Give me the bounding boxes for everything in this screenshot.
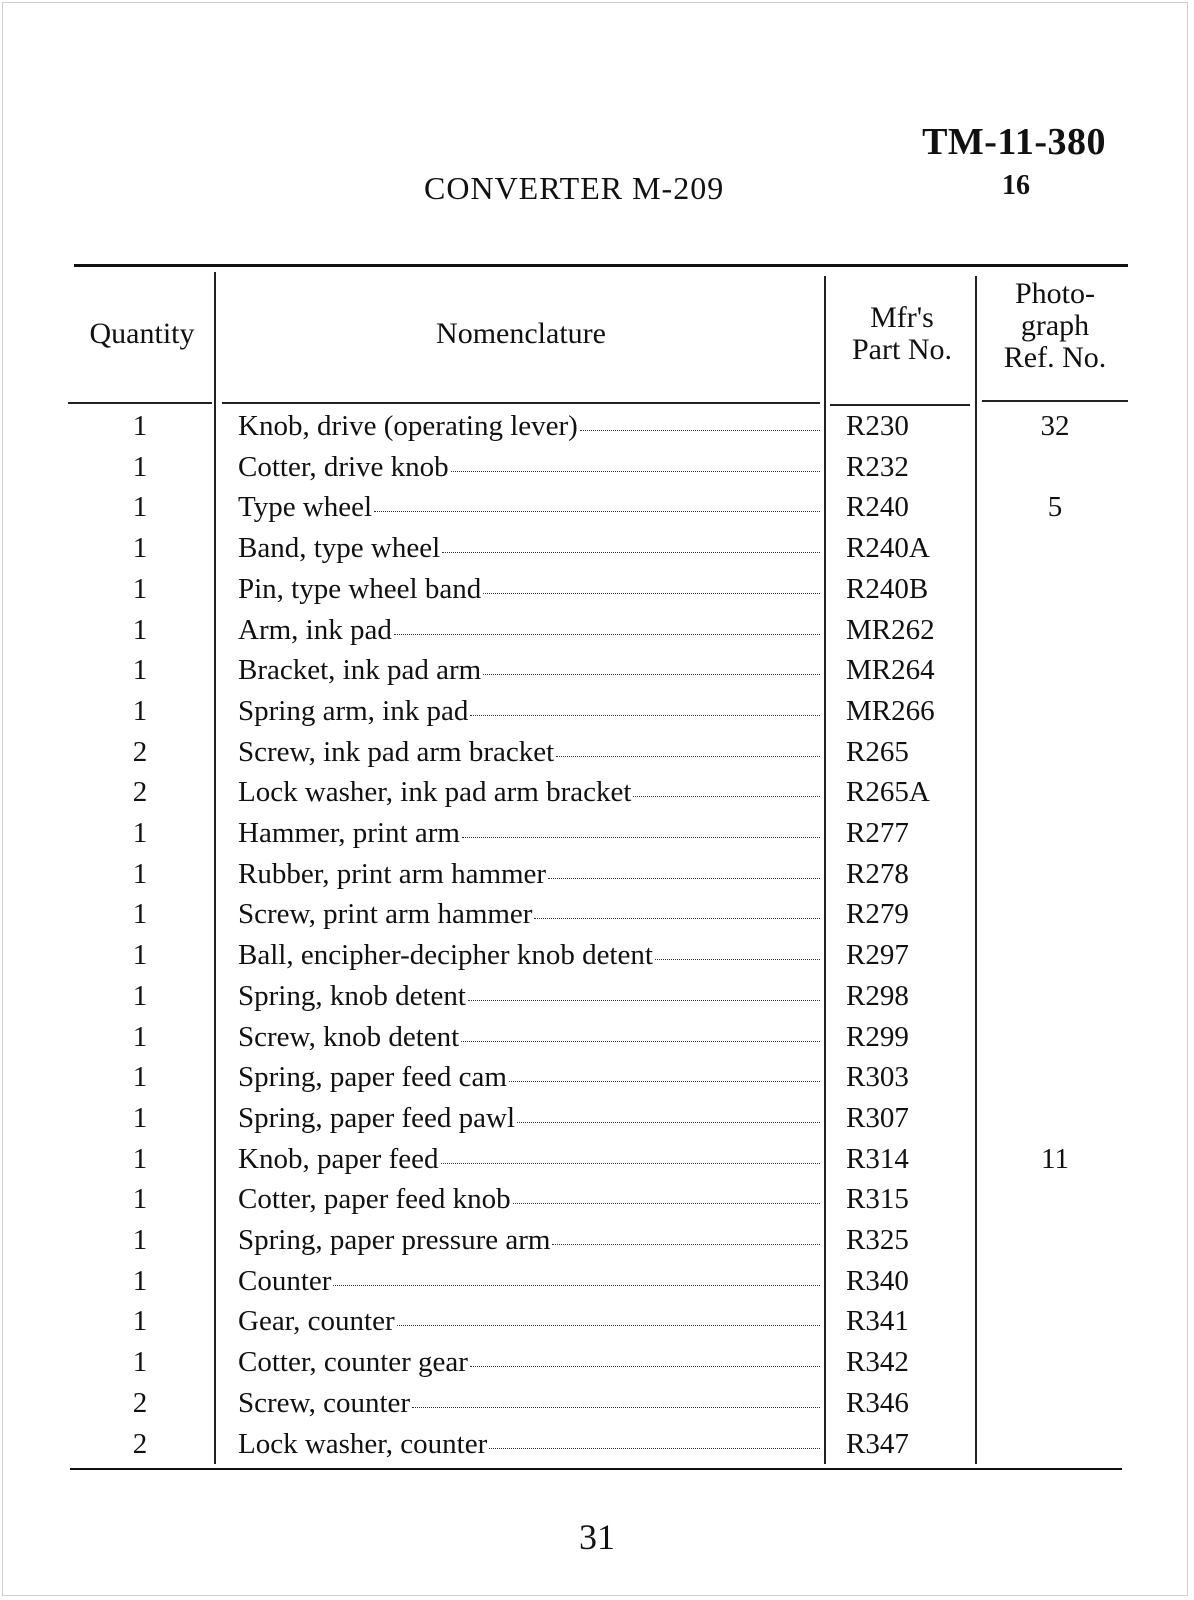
dot-leader (333, 1284, 820, 1286)
quantity-cell: 1 (132, 654, 148, 687)
header-rule (68, 402, 212, 404)
dot-leader (556, 755, 820, 757)
table-row (0, 654, 1194, 694)
table-bottom-rule (70, 1468, 1122, 1470)
nomenclature-cell (238, 1346, 820, 1379)
part-number-cell: R347 (846, 1427, 909, 1460)
part-number-cell: R278 (846, 857, 909, 890)
quantity-cell: 1 (132, 1305, 148, 1338)
table-row (0, 532, 1194, 572)
table-row (0, 573, 1194, 613)
dot-leader (513, 1202, 820, 1204)
nomenclature-cell (238, 939, 820, 972)
nomenclature-cell (238, 654, 820, 687)
table-row (0, 980, 1194, 1020)
dot-leader (394, 633, 820, 635)
dot-leader (552, 1243, 820, 1245)
table-row (0, 1346, 1194, 1386)
table-row (0, 1061, 1194, 1101)
photo-ref-cell: 32 (1040, 410, 1070, 442)
nomenclature-cell (238, 776, 820, 809)
nomenclature-cell (238, 573, 820, 606)
nomenclature-cell (238, 532, 820, 565)
quantity-cell: 1 (132, 694, 148, 727)
quantity-cell: 2 (132, 735, 148, 768)
header-label: Ref. No. (1003, 341, 1107, 374)
quantity-cell: 1 (132, 410, 148, 442)
quantity-cell: 1 (132, 1264, 148, 1297)
table-row (0, 1387, 1194, 1427)
dot-leader (468, 999, 820, 1001)
quantity-cell: 1 (132, 1346, 148, 1379)
table-row (0, 776, 1194, 816)
table-row (0, 817, 1194, 857)
quantity-cell: 2 (132, 1427, 148, 1460)
quantity-cell: 1 (132, 613, 148, 646)
dot-leader (483, 673, 820, 675)
dot-leader (461, 1040, 820, 1042)
column-header-photo-ref (982, 278, 1128, 374)
column-header-part-no (830, 302, 974, 366)
nomenclature-cell (238, 1387, 820, 1420)
page-number: 31 (579, 1517, 615, 1557)
table-row (0, 451, 1194, 491)
nomenclature-cell (238, 1183, 820, 1216)
nomenclature-cell (238, 898, 820, 931)
table-row (0, 1143, 1194, 1183)
table-row (0, 898, 1194, 938)
quantity-cell: 1 (132, 939, 148, 972)
nomenclature-text: Cotter, paper feed knob (238, 1183, 511, 1216)
nomenclature-text: Cotter, counter gear (238, 1346, 468, 1379)
part-number-cell: R341 (846, 1305, 909, 1338)
nomenclature-text: Bracket, ink pad arm (238, 654, 482, 687)
dot-leader (470, 714, 820, 716)
nomenclature-text: Counter (238, 1264, 332, 1297)
dot-leader (517, 1121, 820, 1123)
part-number-cell: R346 (846, 1386, 909, 1419)
nomenclature-cell (238, 1143, 820, 1176)
document-title: CONVERTER M-209 (424, 170, 725, 206)
nomenclature-text: Lock washer, ink pad arm bracket (238, 776, 632, 809)
quantity-cell: 2 (132, 1386, 148, 1419)
nomenclature-cell (238, 451, 820, 484)
nomenclature-text: Pin, type wheel band (238, 572, 482, 605)
quantity-cell: 1 (132, 1183, 148, 1216)
nomenclature-text: Band, type wheel (238, 532, 441, 565)
dot-leader (374, 510, 820, 512)
table-row (0, 1021, 1194, 1061)
part-number-cell: R230 (846, 410, 909, 442)
nomenclature-cell (238, 1021, 820, 1054)
document-id: TM-11-380 (922, 121, 1106, 163)
nomenclature-cell (238, 736, 820, 769)
dot-leader (442, 551, 820, 553)
part-number-cell: R277 (846, 817, 909, 849)
quantity-cell: 1 (132, 532, 148, 565)
dot-leader (397, 1324, 820, 1326)
nomenclature-text: Ball, encipher-decipher knob detent (238, 939, 653, 972)
dot-leader (633, 795, 820, 797)
part-number-cell: R298 (846, 979, 909, 1012)
nomenclature-text: Type wheel (238, 491, 373, 524)
quantity-cell: 1 (132, 572, 148, 605)
quantity-cell: 1 (132, 1101, 148, 1134)
nomenclature-text: Lock washer, counter (238, 1427, 488, 1460)
quantity-cell: 1 (132, 898, 148, 931)
quantity-cell: 1 (132, 1142, 148, 1175)
nomenclature-text: Spring arm, ink pad (238, 694, 469, 727)
nomenclature-text: Spring, paper feed cam (238, 1061, 507, 1094)
nomenclature-cell (238, 1224, 820, 1257)
nomenclature-cell (238, 980, 820, 1013)
header-rule (222, 402, 820, 404)
part-number-cell: R232 (846, 450, 909, 483)
part-number-cell: R325 (846, 1224, 909, 1256)
quantity-cell: 1 (132, 817, 148, 849)
nomenclature-text: Rubber, print arm hammer (238, 857, 547, 890)
quantity-cell: 1 (132, 1020, 148, 1053)
header-label: Nomenclature (436, 317, 606, 350)
table-row (0, 736, 1194, 776)
part-number-cell: R265 (846, 735, 909, 768)
nomenclature-text: Knob, drive (operating lever) (238, 410, 578, 442)
dot-leader (489, 1447, 820, 1449)
nomenclature-text: Hammer, print arm (238, 817, 460, 849)
nomenclature-cell (238, 1102, 820, 1135)
part-number-cell: R297 (846, 939, 909, 972)
nomenclature-text: Screw, knob detent (238, 1020, 460, 1053)
header-label: Mfr's (870, 301, 934, 334)
nomenclature-cell (238, 410, 820, 443)
dot-leader (655, 958, 820, 960)
nomenclature-cell (238, 491, 820, 524)
part-number-cell: MR264 (846, 654, 935, 687)
dot-leader (580, 429, 820, 431)
part-number-cell: R265A (846, 776, 930, 809)
photo-ref-cell: 11 (1041, 1142, 1069, 1175)
table-row (0, 410, 1194, 450)
dot-leader (451, 470, 820, 472)
nomenclature-text: Screw, print arm hammer (238, 898, 533, 931)
nomenclature-text: Spring, knob detent (238, 979, 466, 1012)
dot-leader (470, 1365, 820, 1367)
table-top-rule (74, 264, 1128, 267)
part-number-cell: R240B (846, 572, 929, 605)
dot-leader (509, 1080, 820, 1082)
nomenclature-text: Spring, paper feed pawl (238, 1101, 516, 1134)
part-number-cell: R303 (846, 1061, 909, 1094)
column-header-quantity (72, 318, 212, 350)
section-number: 16 (1002, 170, 1030, 201)
header-rule (982, 400, 1128, 402)
header-label: Quantity (89, 317, 195, 350)
nomenclature-cell (238, 614, 820, 647)
table-row (0, 1265, 1194, 1305)
dot-leader (412, 1406, 820, 1408)
part-number-cell: MR262 (846, 613, 935, 646)
nomenclature-cell (238, 1061, 820, 1094)
quantity-cell: 1 (132, 491, 148, 524)
table-row (0, 1102, 1194, 1142)
table-row (0, 1224, 1194, 1264)
part-number-cell: R315 (846, 1183, 909, 1216)
table-row (0, 1183, 1194, 1223)
quantity-cell: 1 (132, 979, 148, 1012)
nomenclature-cell (238, 817, 820, 850)
table-row (0, 939, 1194, 979)
nomenclature-text: Arm, ink pad (238, 613, 392, 646)
nomenclature-text: Spring, paper pressure arm (238, 1224, 551, 1256)
part-number-cell: MR266 (846, 694, 935, 727)
part-number-cell: R279 (846, 898, 909, 931)
nomenclature-text: Screw, counter (238, 1386, 411, 1419)
part-number-cell: R240A (846, 532, 930, 565)
table-row (0, 858, 1194, 898)
photo-ref-cell: 5 (1047, 491, 1063, 524)
part-number-cell: R299 (846, 1020, 909, 1053)
header-label: Part No. (852, 333, 952, 366)
column-header-nomenclature (222, 318, 820, 350)
dot-leader (462, 836, 820, 838)
header-label: Photo- (1014, 277, 1095, 310)
table-row (0, 695, 1194, 735)
dot-leader (483, 592, 820, 594)
nomenclature-cell (238, 1265, 820, 1298)
table-row (0, 1305, 1194, 1345)
quantity-cell: 1 (132, 450, 148, 483)
quantity-cell: 2 (132, 776, 148, 809)
dot-leader (441, 1162, 821, 1164)
table-row (0, 614, 1194, 654)
header-label: graph (1020, 309, 1090, 342)
nomenclature-cell (238, 1428, 820, 1461)
nomenclature-cell (238, 858, 820, 891)
quantity-cell: 1 (132, 857, 148, 890)
nomenclature-text: Gear, counter (238, 1305, 395, 1338)
nomenclature-cell (238, 1305, 820, 1338)
dot-leader (548, 877, 820, 879)
part-number-cell: R342 (846, 1346, 909, 1379)
part-number-cell: R314 (846, 1142, 909, 1175)
dot-leader (534, 917, 820, 919)
nomenclature-text: Cotter, drive knob (238, 450, 449, 483)
table-row (0, 491, 1194, 531)
part-number-cell: R307 (846, 1101, 909, 1134)
header-rule (830, 404, 970, 406)
quantity-cell: 1 (132, 1061, 148, 1094)
nomenclature-text: Knob, paper feed (238, 1142, 439, 1175)
part-number-cell: R240 (846, 491, 909, 524)
nomenclature-text: Screw, ink pad arm bracket (238, 735, 555, 768)
nomenclature-cell (238, 695, 820, 728)
part-number-cell: R340 (846, 1264, 909, 1297)
quantity-cell: 1 (132, 1224, 148, 1256)
table-row (0, 1428, 1194, 1468)
